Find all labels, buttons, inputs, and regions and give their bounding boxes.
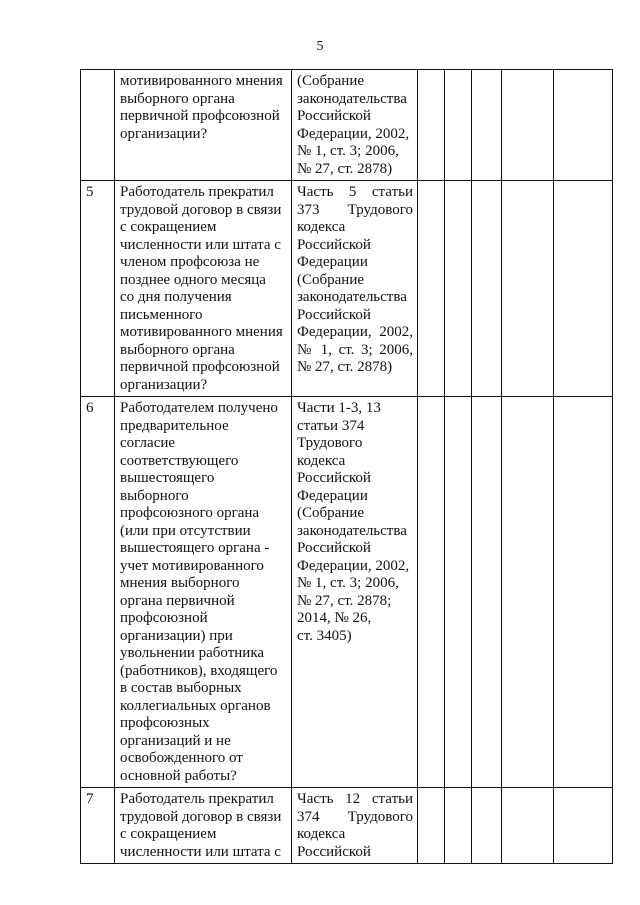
reference-line: Часть 12 статьи <box>297 791 413 807</box>
question-line: соответствующего <box>120 452 239 469</box>
question-line: основной работы? <box>120 767 237 784</box>
question-line: выборного <box>120 487 189 504</box>
reference-line: Российской <box>297 540 371 556</box>
reference-line: № 27, ст. 2878) <box>297 359 393 375</box>
reference-line: № 1, ст. 3; 2006, <box>297 341 413 358</box>
reference-line: Российской <box>297 108 371 124</box>
question-line: увольнении работника <box>120 645 265 661</box>
question-line: письменного <box>120 306 203 323</box>
reference-line: Федерации, 2002, <box>297 324 413 340</box>
reference-line: № 1, ст. 3; 2006, <box>297 143 399 159</box>
reference-line: Федерации, 2002, <box>297 557 410 574</box>
reference-line: Российской <box>297 470 371 486</box>
answer-cell-extra[interactable] <box>502 788 554 864</box>
question-line: мотивированного мнения <box>120 73 283 89</box>
question-line: предварительное <box>120 417 229 434</box>
reference-cell <box>292 70 418 181</box>
answer-cell-no[interactable] <box>445 70 472 181</box>
notes-cell[interactable] <box>554 397 613 788</box>
answer-cell-no[interactable] <box>445 397 472 788</box>
table-row <box>81 70 613 181</box>
question-line: вышестоящего <box>120 470 215 486</box>
answer-cell-not-applicable[interactable] <box>472 397 502 788</box>
question-line: выборного органа <box>120 90 235 107</box>
table-row <box>81 181 613 397</box>
question-line: организации? <box>120 125 208 142</box>
question-line: Работодателем получено <box>120 400 278 416</box>
question-line: первичной профсоюзной <box>120 359 280 375</box>
question-cell <box>115 181 292 397</box>
reference-line: 374 Трудового <box>297 808 413 825</box>
question-line: с сокращением <box>120 219 217 235</box>
answer-cell-not-applicable[interactable] <box>472 70 502 181</box>
reference-line: законодательства <box>297 289 407 305</box>
question-line: (работников), входящего <box>120 662 278 679</box>
reference-line: кодекса <box>297 219 346 235</box>
question-line: трудовой договор в связи <box>120 201 282 218</box>
reference-line: Федерации, 2002, <box>297 125 410 142</box>
reference-line: законодательства <box>297 522 407 539</box>
reference-line: № 1, ст. 3; 2006, <box>297 575 399 591</box>
question-line: учет мотивированного <box>120 557 264 574</box>
reference-line: кодекса <box>297 826 346 842</box>
reference-cell <box>292 788 418 864</box>
reference-line: Части 1-3, 13 <box>297 400 381 416</box>
question-cell <box>115 788 292 864</box>
reference-line: (Собрание <box>297 73 365 89</box>
reference-line: № 27, ст. 2878) <box>297 160 393 177</box>
question-line: со дня получения <box>120 289 232 305</box>
reference-line: Российской <box>297 843 371 860</box>
answer-cell-no[interactable] <box>445 181 472 397</box>
question-line: согласие <box>120 435 176 451</box>
table-row <box>81 397 613 788</box>
question-line: Работодатель прекратил <box>120 184 274 200</box>
reference-line: законодательства <box>297 90 407 107</box>
reference-line: кодекса <box>297 452 346 469</box>
question-line: мнения выборного <box>120 575 240 591</box>
reference-line: статьи 374 <box>297 417 365 434</box>
reference-line: Трудового <box>297 435 363 451</box>
answer-cell-yes[interactable] <box>418 70 445 181</box>
reference-line: (Собрание <box>297 505 365 521</box>
question-line: освобожденного от <box>120 750 243 766</box>
question-line: профсоюзной <box>120 610 208 626</box>
reference-line: ст. 3405) <box>297 627 352 644</box>
checklist-table <box>80 69 613 864</box>
question-line: организаций и не <box>120 732 231 749</box>
item-number: 6 <box>81 397 115 788</box>
question-line: в состав выборных <box>120 680 242 696</box>
question-line: с сокращением <box>120 826 217 842</box>
notes-cell[interactable] <box>554 181 613 397</box>
table-row <box>81 788 613 864</box>
reference-line: (Собрание <box>297 271 365 288</box>
question-line: численности или штата с <box>120 843 281 860</box>
reference-cell <box>292 181 418 397</box>
question-cell <box>115 70 292 181</box>
answer-cell-yes[interactable] <box>418 181 445 397</box>
answer-cell-yes[interactable] <box>418 397 445 788</box>
answer-cell-not-applicable[interactable] <box>472 788 502 864</box>
reference-line: 373 Трудового <box>297 201 413 218</box>
reference-line: Российской <box>297 306 371 323</box>
question-line: организации? <box>120 376 208 393</box>
question-line: органа первичной <box>120 592 235 609</box>
page-number: 5 <box>316 39 324 54</box>
notes-cell[interactable] <box>554 70 613 181</box>
question-line: первичной профсоюзной <box>120 108 280 124</box>
question-line: Работодатель прекратил <box>120 791 274 807</box>
reference-line: № 27, ст. 2878; <box>297 592 392 609</box>
reference-line: Федерации <box>297 254 368 270</box>
question-line: выборного органа <box>120 341 235 358</box>
question-line: профсоюзных <box>120 715 210 731</box>
answer-cell-yes[interactable] <box>418 788 445 864</box>
question-line: профсоюзного органа <box>120 505 260 521</box>
item-number <box>81 70 115 181</box>
answer-cell-not-applicable[interactable] <box>472 181 502 397</box>
answer-cell-extra[interactable] <box>502 70 554 181</box>
question-line: позднее одного месяца <box>120 271 266 288</box>
question-line: вышестоящего органа - <box>120 540 270 556</box>
answer-cell-extra[interactable] <box>502 397 554 788</box>
answer-cell-no[interactable] <box>445 788 472 864</box>
notes-cell[interactable] <box>554 788 613 864</box>
question-cell <box>115 397 292 788</box>
item-number: 7 <box>81 788 115 864</box>
item-number: 5 <box>81 181 115 397</box>
question-line: (или при отсутствии <box>120 522 251 539</box>
question-line: мотивированного мнения <box>120 324 283 340</box>
question-line: численности или штата с <box>120 236 281 253</box>
question-line: членом профсоюза не <box>120 254 260 270</box>
answer-cell-extra[interactable] <box>502 181 554 397</box>
question-line: коллегиальных органов <box>120 697 271 714</box>
reference-line: Часть 5 статьи <box>297 184 413 200</box>
reference-line: Российской <box>297 236 371 253</box>
question-line: трудовой договор в связи <box>120 808 282 825</box>
question-line: организации) при <box>120 627 233 644</box>
reference-line: Федерации <box>297 487 368 504</box>
reference-cell <box>292 397 418 788</box>
reference-line: 2014, № 26, <box>297 610 372 626</box>
